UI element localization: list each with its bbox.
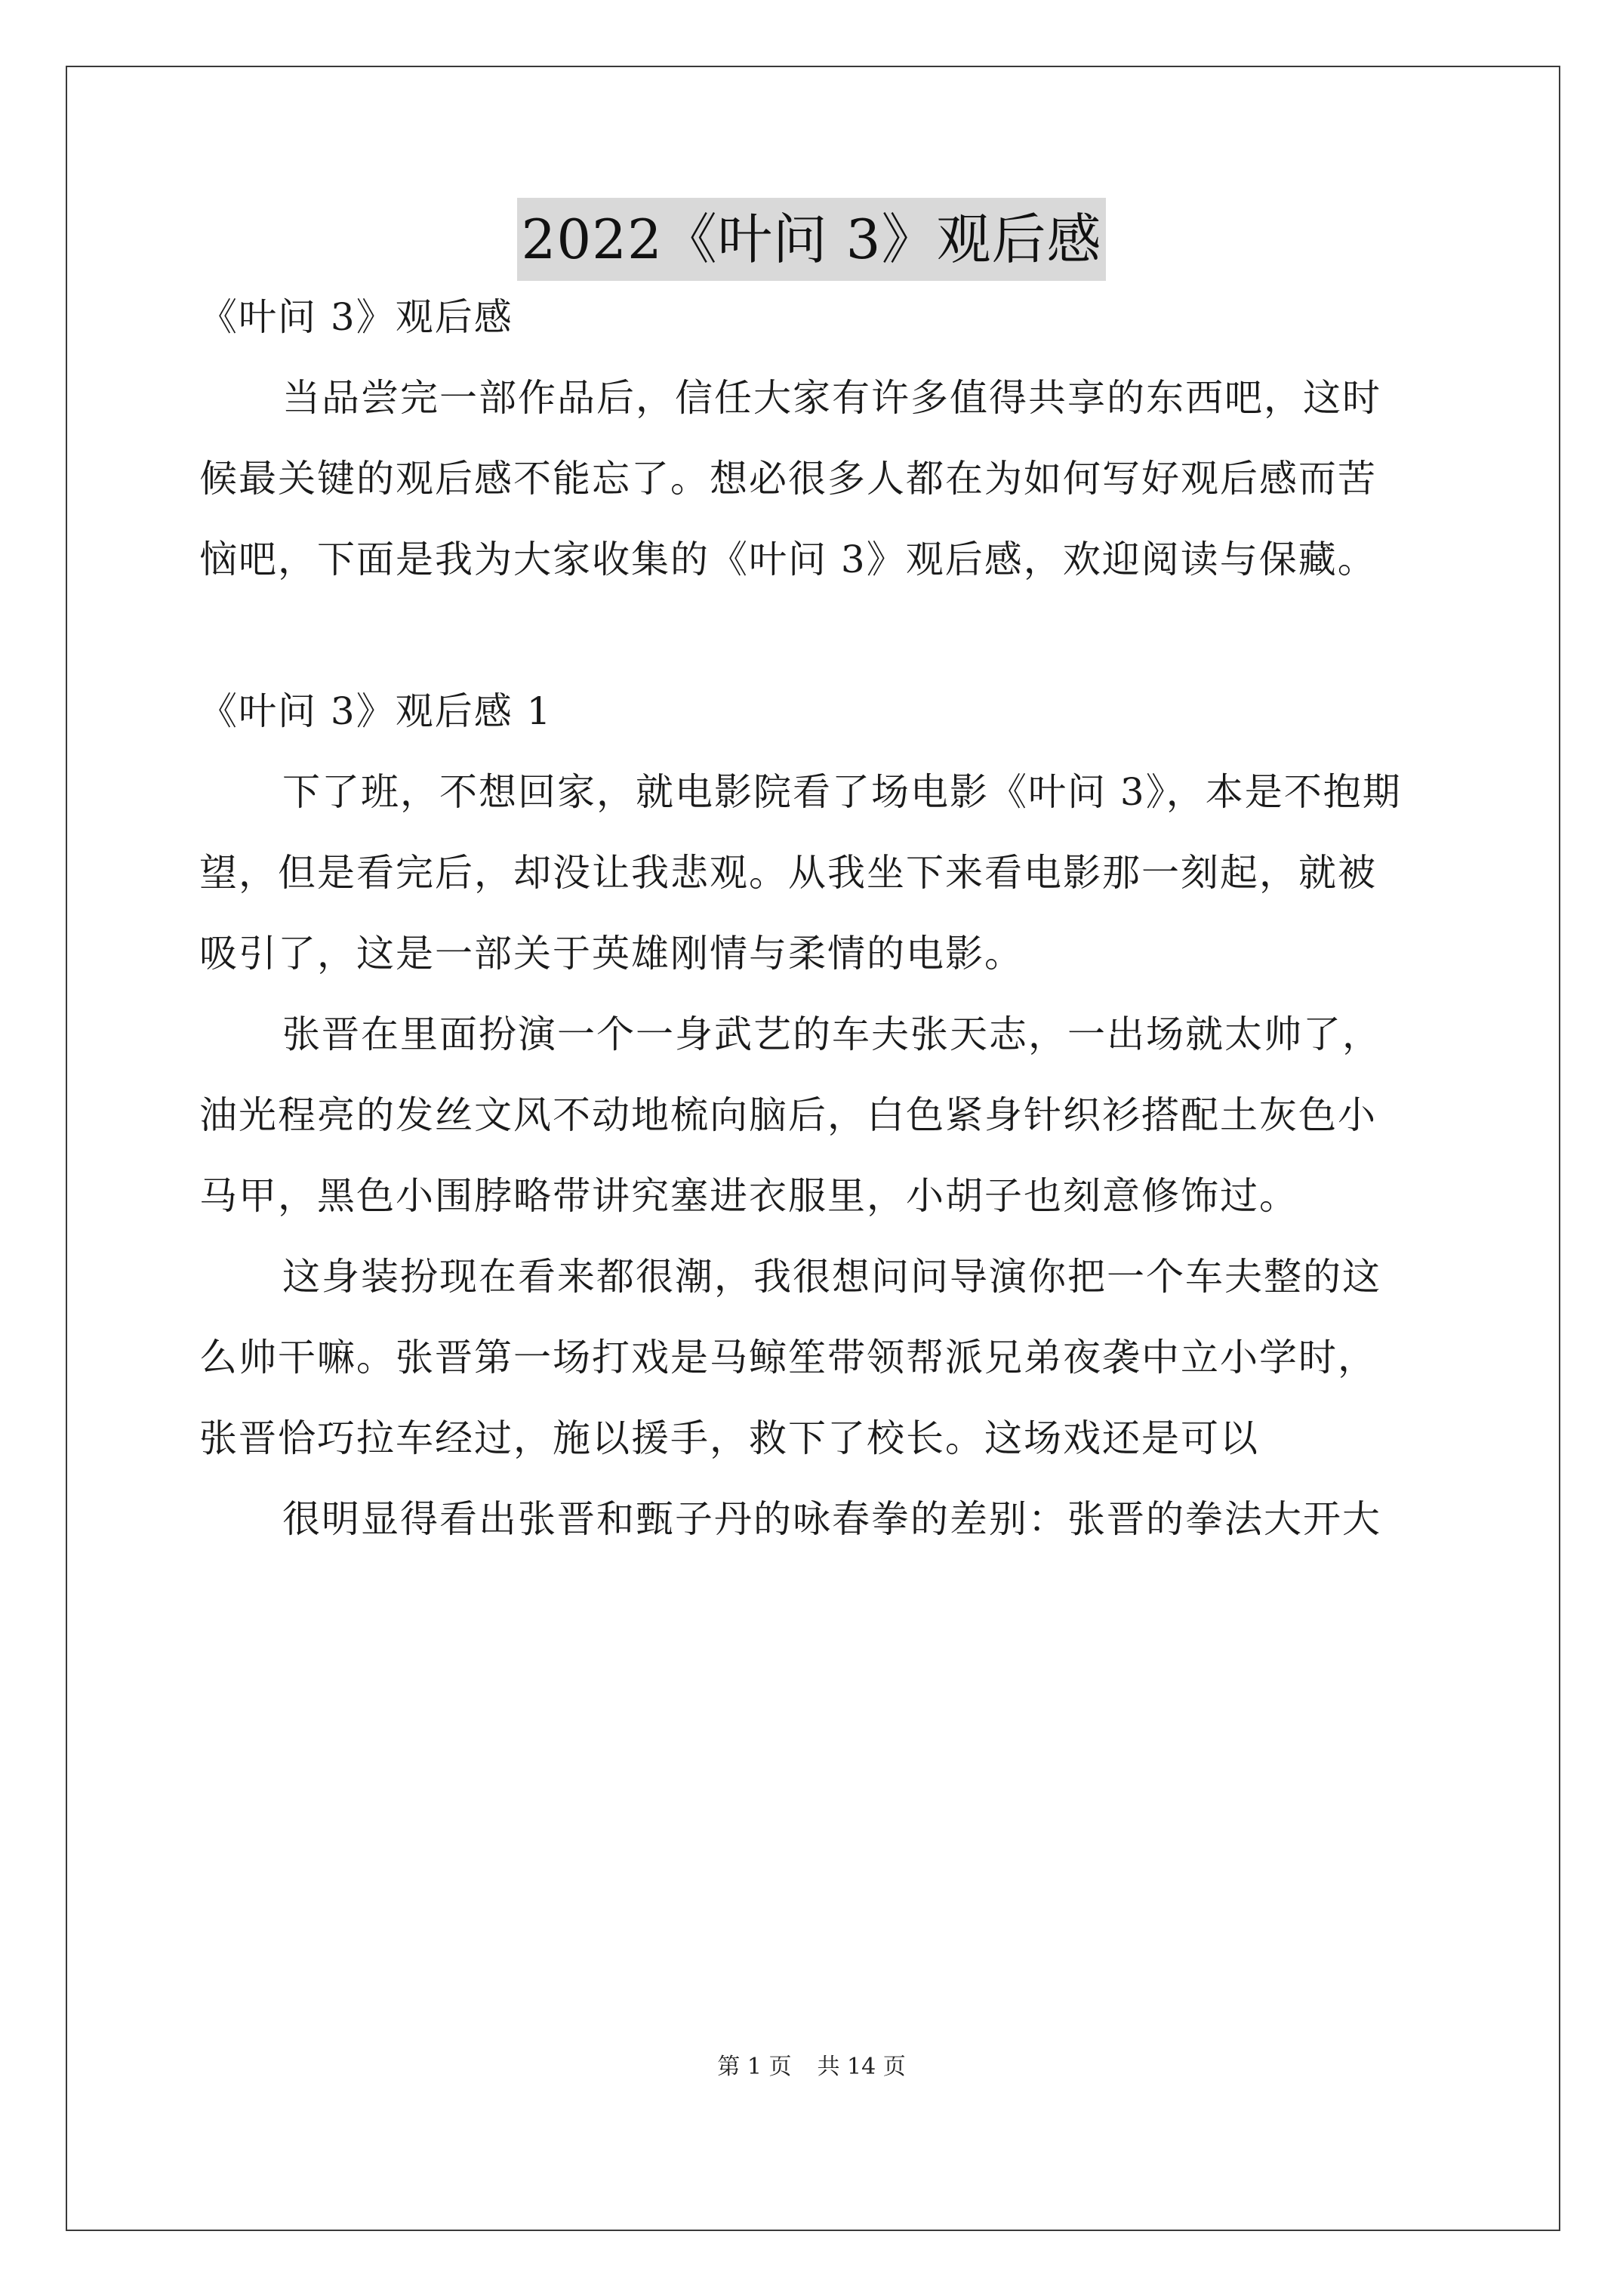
text-line: 《叶问 3》观后感 1 [199, 689, 553, 733]
paragraph-first-line: 这身装扮现在看来都很潮，我很想问问导演你把一个车夫整的这 [282, 1255, 1381, 1299]
text-line: 恼吧，下面是我为大家收集的《叶问 3》观后感，欢迎阅读与保藏。 [199, 538, 1377, 581]
page-number: 第 1 页 [717, 2054, 792, 2080]
paragraph-first-line: 当品尝完一部作品后，信任大家有许多值得共享的东西吧，这时 [282, 376, 1381, 420]
text-line: 么帅干嘛。张晋第一场打戏是马鲸笙带领帮派兄弟夜袭中立小学时， [199, 1336, 1377, 1379]
paragraph-first-line: 很明显得看出张晋和甄子丹的咏春拳的差别：张晋的拳法大开大 [282, 1497, 1381, 1541]
page-total: 共 14 页 [817, 2054, 906, 2080]
paragraph-first-line: 下了班，不想回家，就电影院看了场电影《叶问 3》，本是不抱期 [282, 770, 1402, 814]
text-line: 望，但是看完后，却没让我悲观。从我坐下来看电影那一刻起，就被 [199, 851, 1377, 895]
title-container [0, 198, 1623, 281]
text-line: 油光程亮的发丝文风不动地梳向脑后，白色紧身针织衫搭配土灰色小 [199, 1093, 1377, 1137]
page-footer [0, 2052, 1623, 2082]
paragraph-first-line: 张晋在里面扮演一个一身武艺的车夫张天志，一出场就太帅了， [282, 1012, 1381, 1056]
text-line: 马甲，黑色小围脖略带讲究塞进衣服里，小胡子也刻意修饰过。 [199, 1174, 1298, 1218]
document-title: 2022《叶问 3》观后感 [517, 198, 1107, 281]
document-body [199, 294, 1430, 1542]
text-line: 吸引了，这是一部关于英雄刚情与柔情的电影。 [199, 932, 1024, 975]
text-line: 《叶问 3》观后感 [199, 295, 513, 339]
text-line: 张晋恰巧拉车经过，施以援手，救下了校长。这场戏还是可以 [199, 1416, 1259, 1460]
text-line: 候最关键的观后感不能忘了。想必很多人都在为如何写好观后感而苦 [199, 457, 1377, 501]
